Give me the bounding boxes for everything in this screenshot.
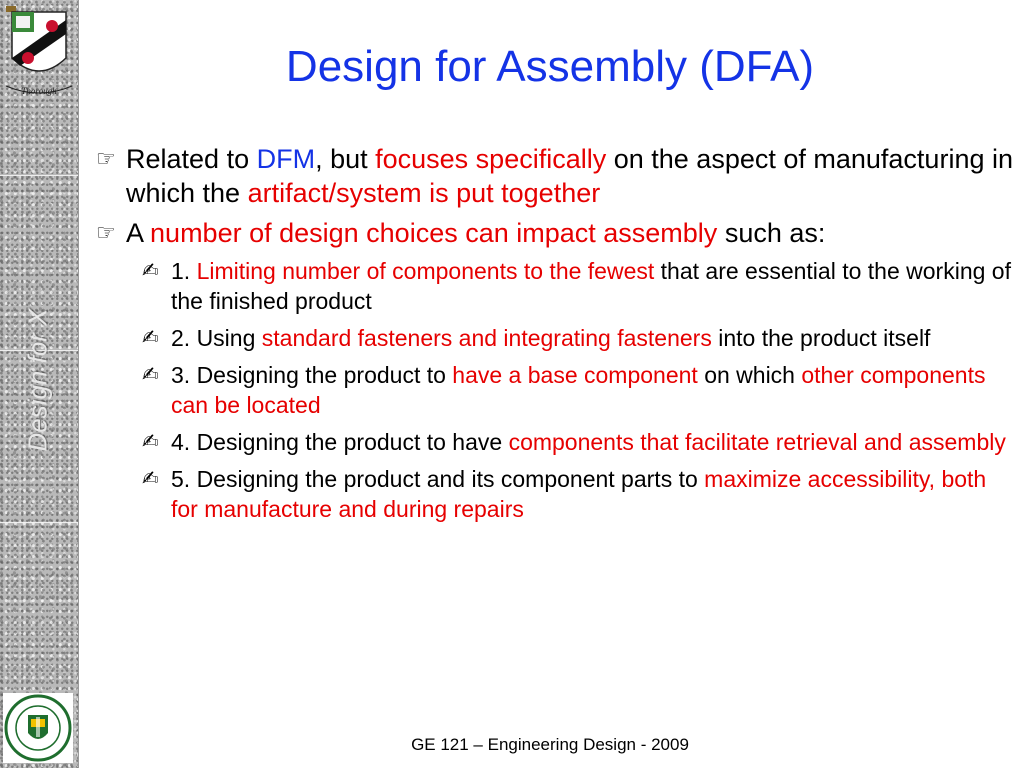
writing-hand-icon: ✍ [142, 431, 159, 453]
sidebar-section-label: Design for X [22, 308, 53, 452]
bullet-text: 4. Designing the product to have [171, 429, 509, 455]
highlighted-text: number of design choices can impact assembly [150, 218, 718, 248]
sub-bullet-item [142, 427, 1016, 457]
writing-hand-icon: ✍ [142, 260, 159, 282]
bullet-text: A [126, 218, 151, 248]
sub-bullet-item [142, 464, 1016, 524]
sidebar-divider [0, 175, 78, 176]
bullet-item [96, 142, 1016, 210]
bullet-text: 1. [171, 258, 197, 284]
svg-text:Thorough: Thorough [21, 86, 57, 96]
bullet-text: on the aspect of manufacturing in which the [126, 144, 1013, 208]
slide-footer: GE 121 – Engineering Design - 2009 [411, 735, 689, 754]
highlighted-text: maximize accessibility, both for manufacture and during repairs [171, 466, 987, 522]
bullet-text: into the product itself [711, 325, 931, 351]
highlighted-text: components that facilitate retrieval and assembly [508, 429, 1006, 455]
highlighted-text: standard fasteners and integrating fasteners [261, 325, 712, 351]
bullet-text: , but [315, 144, 376, 174]
bullet-text: Related to [126, 144, 257, 174]
writing-hand-icon: ✍ [142, 364, 159, 386]
bullet-text: 5. Designing the product and its component parts to [171, 466, 705, 492]
bullet-list [96, 142, 1016, 531]
bullet-text: 3. Designing the product to [171, 362, 453, 388]
highlighted-text: artifact/system is put together [247, 178, 601, 208]
highlighted-text: Limiting number of components to the fewest [196, 258, 655, 284]
bullet-text: such as: [717, 218, 826, 248]
sub-bullet-item [142, 323, 1016, 353]
college-crest-logo [2, 0, 76, 100]
sub-bullet-item [142, 256, 1016, 316]
university-seal-logo [3, 693, 73, 763]
bullet-text: that are essential to the working of the finished product [171, 258, 1011, 314]
pointing-hand-icon: ☞ [96, 220, 116, 245]
bullet-text: on which [697, 362, 802, 388]
highlighted-text: have a base component [452, 362, 698, 388]
sidebar [0, 0, 79, 768]
sidebar-divider [0, 522, 78, 523]
highlighted-text: DFM [256, 144, 316, 174]
sub-bullet-item [142, 360, 1016, 420]
writing-hand-icon: ✍ [142, 327, 159, 349]
bullet-text: 2. Using [171, 325, 262, 351]
pointing-hand-icon: ☞ [96, 146, 116, 171]
bullet-item [96, 216, 1016, 250]
writing-hand-icon: ✍ [142, 468, 159, 490]
highlighted-text: other components can be located [171, 362, 986, 418]
highlighted-text: focuses specifically [375, 144, 607, 174]
slide-title: Design for Assembly (DFA) [285, 42, 815, 91]
